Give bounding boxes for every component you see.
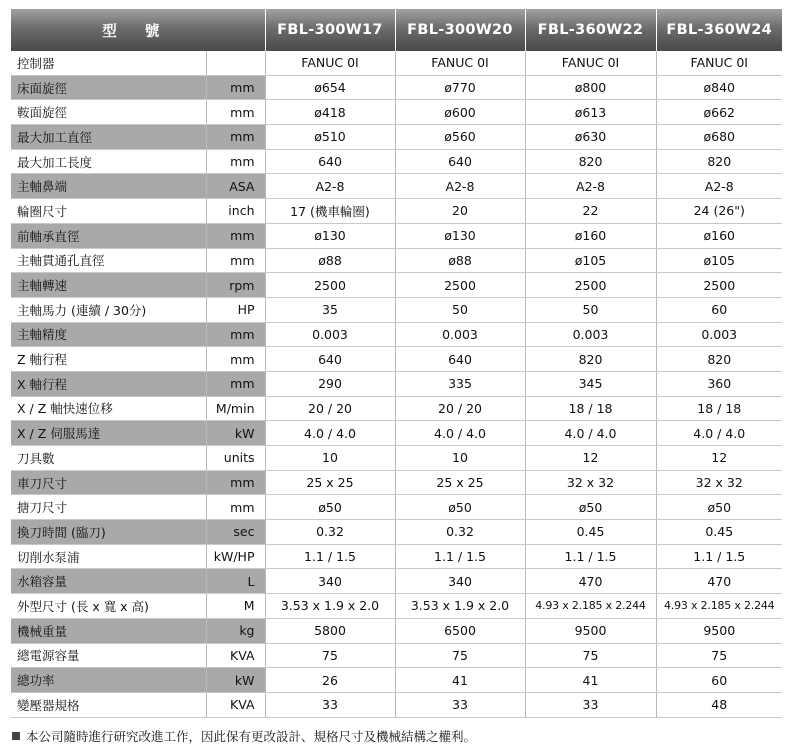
spec-value: ø654 [265, 75, 395, 100]
spec-unit: kW [206, 421, 265, 446]
footnote [12, 727, 476, 745]
spec-label: 主軸貫通孔直徑 [11, 248, 206, 273]
spec-row [11, 643, 782, 668]
spec-unit: mm [206, 75, 265, 100]
spec-value: 9500 [656, 618, 782, 643]
spec-label: X 軸行程 [11, 371, 206, 396]
spec-value: 75 [656, 643, 782, 668]
spec-value: 4.0 / 4.0 [395, 421, 525, 446]
spec-unit: M/min [206, 396, 265, 421]
spec-label: 切削水泵浦 [11, 544, 206, 569]
spec-value: 25 x 25 [395, 470, 525, 495]
spec-label: 控制器 [11, 51, 206, 75]
spec-value: ø130 [395, 223, 525, 248]
spec-row [11, 125, 782, 150]
spec-value: 12 [525, 446, 656, 471]
spec-value: 50 [395, 297, 525, 322]
spec-value: ø160 [525, 223, 656, 248]
spec-label: 主軸轉速 [11, 273, 206, 298]
spec-value: 470 [656, 569, 782, 594]
model-name: FBL-360W24 [656, 9, 782, 51]
spec-unit: kW/HP [206, 544, 265, 569]
spec-unit: sec [206, 520, 265, 545]
spec-row [11, 347, 782, 372]
spec-value: ø88 [395, 248, 525, 273]
spec-value: 18 / 18 [525, 396, 656, 421]
spec-unit: M [206, 594, 265, 619]
spec-value: A2-8 [656, 174, 782, 199]
spec-value: 0.003 [395, 322, 525, 347]
spec-unit: mm [206, 470, 265, 495]
spec-label: 外型尺寸 (長 x 寬 x 高) [11, 594, 206, 619]
spec-unit: mm [206, 100, 265, 125]
spec-value: 640 [265, 149, 395, 174]
spec-label: 最大加工長度 [11, 149, 206, 174]
spec-table-container [11, 9, 782, 718]
spec-row [11, 51, 782, 75]
spec-value: 1.1 / 1.5 [395, 544, 525, 569]
spec-value: ø130 [265, 223, 395, 248]
spec-value: 20 / 20 [395, 396, 525, 421]
spec-value: 4.93 x 2.185 x 2.244 [525, 594, 656, 619]
spec-label: 前軸承直徑 [11, 223, 206, 248]
spec-unit: mm [206, 371, 265, 396]
spec-label: 床面旋徑 [11, 75, 206, 100]
spec-value: 820 [656, 347, 782, 372]
spec-value: 4.93 x 2.185 x 2.244 [656, 594, 782, 619]
spec-row [11, 594, 782, 619]
spec-value: 0.32 [265, 520, 395, 545]
spec-row [11, 100, 782, 125]
spec-value: 0.45 [525, 520, 656, 545]
spec-value: 22 [525, 199, 656, 224]
spec-value: ø770 [395, 75, 525, 100]
spec-value: 12 [656, 446, 782, 471]
spec-value: 33 [265, 692, 395, 717]
spec-value: 35 [265, 297, 395, 322]
spec-label: X / Z 伺服馬達 [11, 421, 206, 446]
spec-value: 290 [265, 371, 395, 396]
spec-value: ø50 [525, 495, 656, 520]
spec-row [11, 692, 782, 717]
spec-value: 20 [395, 199, 525, 224]
spec-unit: mm [206, 248, 265, 273]
spec-value: 335 [395, 371, 525, 396]
spec-row [11, 149, 782, 174]
spec-value: 32 x 32 [656, 470, 782, 495]
spec-value: 820 [656, 149, 782, 174]
spec-value: 1.1 / 1.5 [656, 544, 782, 569]
spec-value: ø160 [656, 223, 782, 248]
spec-unit: units [206, 446, 265, 471]
spec-unit: mm [206, 347, 265, 372]
spec-value: 1.1 / 1.5 [525, 544, 656, 569]
spec-value: 0.003 [265, 322, 395, 347]
spec-value: 820 [525, 149, 656, 174]
spec-value: 41 [395, 668, 525, 693]
spec-value: 1.1 / 1.5 [265, 544, 395, 569]
spec-value: 2500 [395, 273, 525, 298]
spec-value: 10 [265, 446, 395, 471]
spec-value: 75 [395, 643, 525, 668]
spec-value: 10 [395, 446, 525, 471]
spec-row [11, 273, 782, 298]
spec-row [11, 495, 782, 520]
spec-row [11, 618, 782, 643]
spec-value: 0.32 [395, 520, 525, 545]
spec-label: 輪圈尺寸 [11, 199, 206, 224]
spec-value: 9500 [525, 618, 656, 643]
footnote-text: 本公司隨時進行研究改進工作，因此保有更改設計、規格尺寸及機械結構之權利。 [26, 729, 477, 744]
spec-table [11, 9, 782, 718]
spec-value: 25 x 25 [265, 470, 395, 495]
spec-unit: HP [206, 297, 265, 322]
spec-label: 搪刀尺寸 [11, 495, 206, 520]
spec-value: ø105 [525, 248, 656, 273]
model-name: FBL-360W22 [525, 9, 656, 51]
spec-row [11, 520, 782, 545]
spec-row [11, 223, 782, 248]
spec-row [11, 371, 782, 396]
spec-value: ø88 [265, 248, 395, 273]
spec-unit: L [206, 569, 265, 594]
spec-row [11, 248, 782, 273]
spec-label: 主軸鼻端 [11, 174, 206, 199]
spec-value: 4.0 / 4.0 [656, 421, 782, 446]
spec-value: FANUC 0I [656, 51, 782, 75]
spec-value: ø560 [395, 125, 525, 150]
spec-value: 340 [265, 569, 395, 594]
spec-value: 20 / 20 [265, 396, 395, 421]
spec-value: 75 [265, 643, 395, 668]
spec-value: 75 [525, 643, 656, 668]
spec-value: 360 [656, 371, 782, 396]
spec-label: 變壓器規格 [11, 692, 206, 717]
spec-row [11, 446, 782, 471]
spec-value: FANUC 0I [395, 51, 525, 75]
spec-value: 3.53 x 1.9 x 2.0 [265, 594, 395, 619]
model-header: 型號 [11, 9, 265, 51]
spec-label: 換刀時間 (臨刀) [11, 520, 206, 545]
spec-label: 主軸馬力 (連續 / 30分) [11, 297, 206, 322]
spec-label: Z 軸行程 [11, 347, 206, 372]
spec-value: 640 [395, 347, 525, 372]
spec-unit: mm [206, 149, 265, 174]
spec-unit: inch [206, 199, 265, 224]
spec-value: ø418 [265, 100, 395, 125]
spec-label: 主軸精度 [11, 322, 206, 347]
spec-value: ø50 [265, 495, 395, 520]
spec-value: A2-8 [525, 174, 656, 199]
spec-value: ø50 [395, 495, 525, 520]
spec-value: 18 / 18 [656, 396, 782, 421]
spec-value: 3.53 x 1.9 x 2.0 [395, 594, 525, 619]
spec-value: 60 [656, 668, 782, 693]
spec-value: 340 [395, 569, 525, 594]
spec-value: 48 [656, 692, 782, 717]
spec-value: 50 [525, 297, 656, 322]
spec-label: 刀具數 [11, 446, 206, 471]
spec-row [11, 75, 782, 100]
spec-value: 2500 [265, 273, 395, 298]
spec-value: 6500 [395, 618, 525, 643]
spec-row [11, 668, 782, 693]
spec-unit: KVA [206, 643, 265, 668]
spec-value: 17 (機車輪圈) [265, 199, 395, 224]
spec-value: ø840 [656, 75, 782, 100]
spec-value: A2-8 [395, 174, 525, 199]
spec-value: 0.003 [656, 322, 782, 347]
spec-value: 41 [525, 668, 656, 693]
spec-value: 820 [525, 347, 656, 372]
spec-label: 鞍面旋徑 [11, 100, 206, 125]
spec-row [11, 470, 782, 495]
spec-row [11, 421, 782, 446]
spec-row [11, 396, 782, 421]
spec-label: 水箱容量 [11, 569, 206, 594]
spec-value: FANUC 0I [525, 51, 656, 75]
spec-label: 最大加工直徑 [11, 125, 206, 150]
spec-value: ø800 [525, 75, 656, 100]
spec-value: FANUC 0I [265, 51, 395, 75]
spec-value: 33 [525, 692, 656, 717]
spec-table-body [11, 51, 782, 717]
spec-value: 2500 [525, 273, 656, 298]
spec-value: 640 [265, 347, 395, 372]
spec-label: 車刀尺寸 [11, 470, 206, 495]
spec-unit: mm [206, 223, 265, 248]
spec-unit: kW [206, 668, 265, 693]
spec-value: 24 (26") [656, 199, 782, 224]
spec-value: ø50 [656, 495, 782, 520]
spec-row [11, 569, 782, 594]
model-name: FBL-300W17 [265, 9, 395, 51]
spec-value: 60 [656, 297, 782, 322]
spec-row [11, 322, 782, 347]
spec-value: 0.45 [656, 520, 782, 545]
spec-value: 2500 [656, 273, 782, 298]
spec-unit: mm [206, 495, 265, 520]
spec-row [11, 174, 782, 199]
spec-value: ø630 [525, 125, 656, 150]
spec-value: 5800 [265, 618, 395, 643]
square-bullet-icon [12, 732, 20, 740]
spec-row [11, 199, 782, 224]
header-row [11, 9, 782, 51]
model-name: FBL-300W20 [395, 9, 525, 51]
spec-value: ø510 [265, 125, 395, 150]
spec-unit: kg [206, 618, 265, 643]
spec-unit: ASA [206, 174, 265, 199]
spec-label: 總電源容量 [11, 643, 206, 668]
spec-value: A2-8 [265, 174, 395, 199]
spec-unit: rpm [206, 273, 265, 298]
spec-value: ø680 [656, 125, 782, 150]
spec-value: ø613 [525, 100, 656, 125]
spec-unit [206, 51, 265, 75]
spec-unit: mm [206, 322, 265, 347]
spec-row [11, 297, 782, 322]
spec-label: 機械重量 [11, 618, 206, 643]
spec-row [11, 544, 782, 569]
spec-label: 總功率 [11, 668, 206, 693]
spec-label: X / Z 軸快速位移 [11, 396, 206, 421]
spec-value: 26 [265, 668, 395, 693]
spec-value: ø600 [395, 100, 525, 125]
spec-value: ø105 [656, 248, 782, 273]
spec-value: 4.0 / 4.0 [265, 421, 395, 446]
spec-value: 470 [525, 569, 656, 594]
spec-unit: KVA [206, 692, 265, 717]
spec-value: ø662 [656, 100, 782, 125]
spec-value: 4.0 / 4.0 [525, 421, 656, 446]
spec-value: 345 [525, 371, 656, 396]
spec-value: 0.003 [525, 322, 656, 347]
spec-value: 640 [395, 149, 525, 174]
spec-unit: mm [206, 125, 265, 150]
spec-value: 32 x 32 [525, 470, 656, 495]
spec-value: 33 [395, 692, 525, 717]
